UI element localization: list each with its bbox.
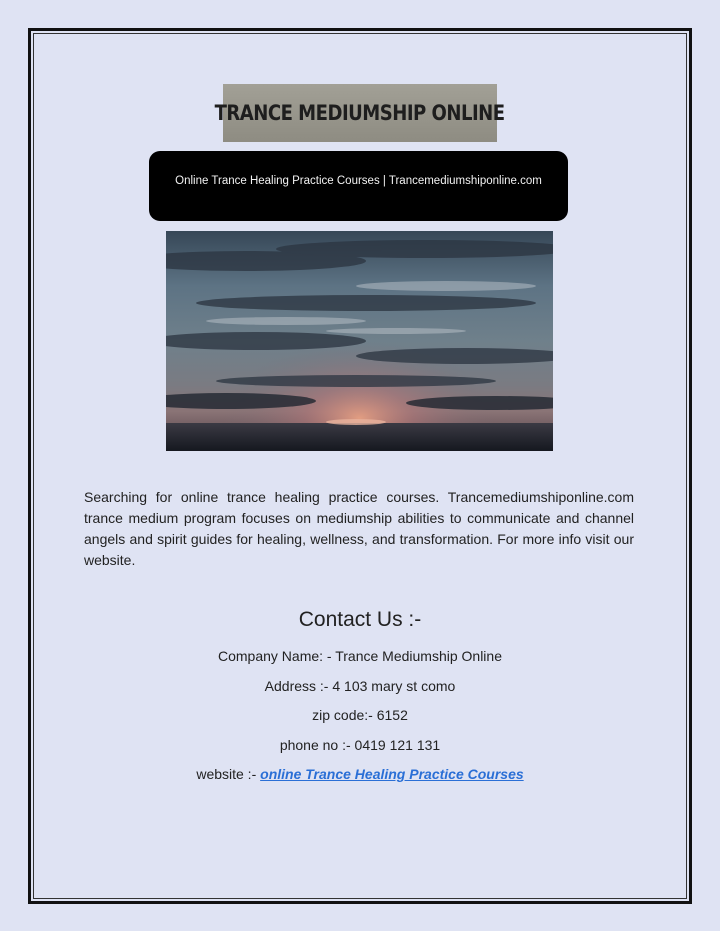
phone-number: phone no :- 0419 121 131 <box>279 737 441 753</box>
sunset-sky-image <box>166 231 553 451</box>
description-paragraph: Searching for online trance healing practice courses. Trancemediumshiponline.com trance medium program focuses on mediumship abilities to communicate and channel angels and spirit guides for healing, wellness, and transformation. For more info visit our website. <box>84 489 634 568</box>
logo-banner <box>215 84 505 142</box>
contact-heading: Contact Us :- <box>298 608 422 631</box>
company-name: Company Name: - Trance Mediumship Online <box>217 648 502 664</box>
website-link[interactable]: online Trance Healing Practice Courses <box>260 766 524 782</box>
logo-text: TRANCE MEDIUMSHIP ONLINE <box>215 101 505 125</box>
website-label: website :- <box>196 766 261 782</box>
title-banner <box>149 151 568 221</box>
banner-title: Online Trance Healing Practice Courses | Trancemediumshiponline.com <box>175 175 542 187</box>
website-line <box>0 766 720 782</box>
address: Address :- 4 103 mary st como <box>264 678 456 694</box>
zip-code: zip code:- 6152 <box>312 707 408 723</box>
